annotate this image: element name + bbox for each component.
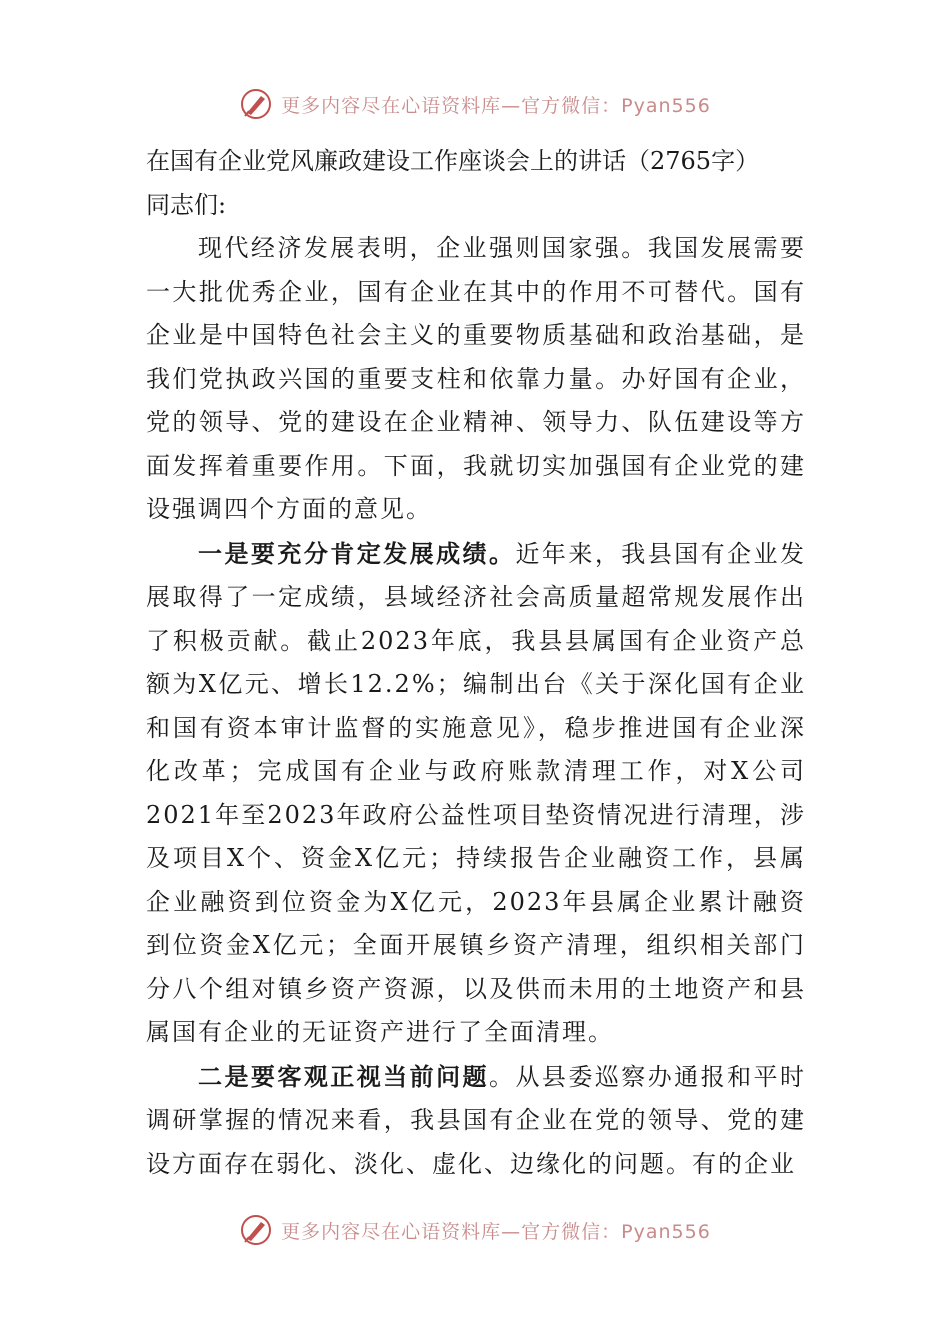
header-banner bbox=[0, 84, 950, 124]
header-banner-text: 更多内容尽在心语资料库—官方微信：Pyan556 bbox=[281, 94, 711, 117]
document-body bbox=[146, 140, 806, 1186]
footer-banner bbox=[0, 1210, 950, 1250]
document-title: 在国有企业党风廉政建设工作座谈会上的讲话（2765字） bbox=[146, 147, 760, 175]
section-body: 。从县委巡察办通报和平时调研掌握的情况来看，我县国有企业在党的领导、党的建设方面存在弱化、淡化、虚化、边缘化的问题。有的企业 bbox=[146, 1062, 806, 1178]
footer-banner-text: 更多内容尽在心语资料库—官方微信：Pyan556 bbox=[281, 1220, 711, 1243]
section-heading: 二是要客观正视当前问题 bbox=[198, 1061, 489, 1091]
pen-logo-icon bbox=[239, 87, 273, 121]
section-heading: 一是要充分肯定发展成绩。 bbox=[198, 538, 516, 568]
section-body: 近年来，我县国有企业发展取得了一定成绩，县域经济社会高质量超常规发展作出了积极贡献。截止2023年底，我县县属国有企业资产总额为X亿元、增长12.2%；编制出台《关于深化国有企业和国有资本审计监督的实施意见》，稳步推进国有企业深化改革；完成国有企业与政府账款清理工作，对X公司2021年至2023年政府公益性项目垫资情况进行清理，涉及项目X个、资金X亿元；持续报告企业融资工作，县属企业融资到位资金为X亿元，2023年县属企业累计融资到位资金X亿元；全面开展镇乡资产清理，组织相关部门分八个组对镇乡资产资源，以及供而未用的土地资产和县属国有企业的无证资产进行了全面清理。 bbox=[146, 539, 807, 1046]
section-paragraph bbox=[146, 532, 806, 1055]
intro-paragraph: 现代经济发展表明，企业强则国家强。我国发展需要一大批优秀企业，国有企业在其中的作用不可替代。国有企业是中国特色社会主义的重要物质基础和政治基础，是我们党执政兴国的重要支柱和依靠力量。办好国有企业，党的领导、党的建设在企业精神、领导力、队伍建设等方面发挥着重要作用。下面，我就切实加强国有企业党的建设强调四个方面的意见。 bbox=[146, 234, 806, 523]
salutation: 同志们: bbox=[146, 190, 227, 219]
pen-logo-icon bbox=[239, 1213, 273, 1247]
section-paragraph bbox=[146, 1055, 806, 1187]
